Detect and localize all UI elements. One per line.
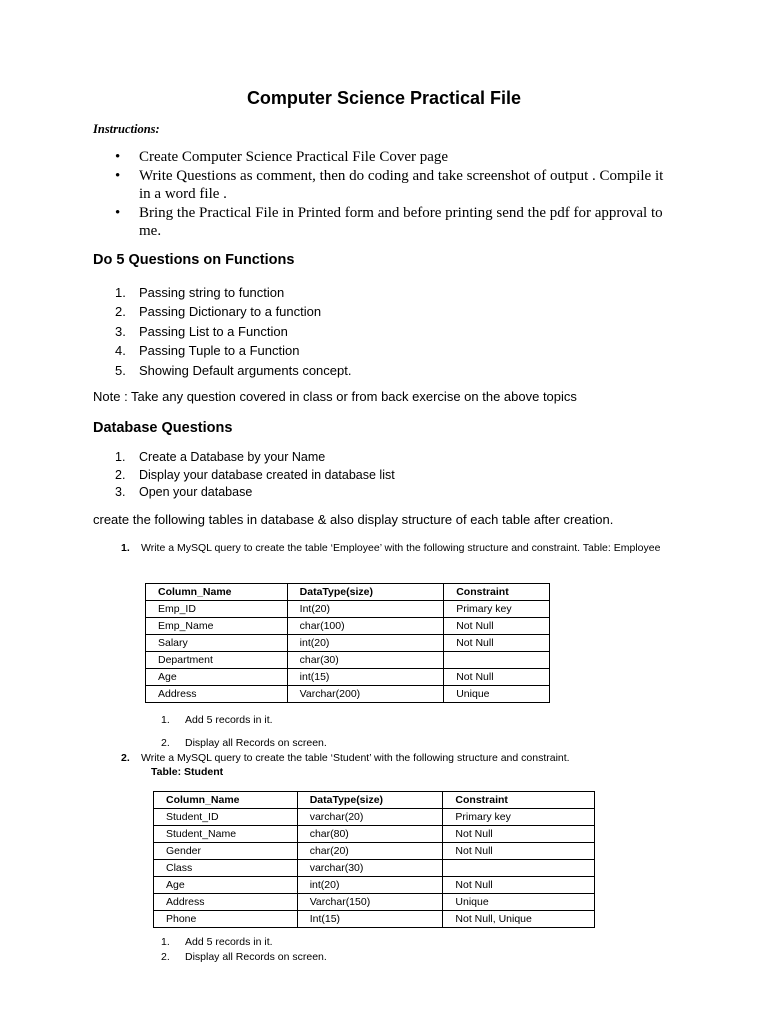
table-cell: [444, 652, 550, 669]
table-cell: Not Null: [443, 843, 595, 860]
list-item: 3. Passing List to a Function: [115, 323, 288, 339]
table-row: [146, 601, 550, 618]
table-cell: varchar(30): [297, 860, 443, 877]
question-text: Write a MySQL query to create the table ‘Student’ with the following structure and constraint.: [141, 752, 570, 764]
list-item: 4. Passing Tuple to a Function: [115, 343, 300, 359]
table-cell: Phone: [154, 911, 298, 928]
task-item: 1. Add 5 records in it.: [161, 714, 273, 726]
student-table: [153, 791, 595, 928]
task-item: 2. Display all Records on screen.: [161, 737, 327, 749]
table-cell: Not Null: [444, 618, 550, 635]
list-item: 2. Display your database created in database list: [115, 467, 395, 482]
table-cell: [443, 860, 595, 877]
table-cell: Student_Name: [154, 826, 298, 843]
task-item: 1. Add 5 records in it.: [161, 936, 273, 948]
database-intro: create the following tables in database & also display structure of each table after creation.: [93, 512, 614, 527]
question-number: 2.: [121, 752, 130, 764]
table-cell: Address: [146, 686, 288, 703]
table-cell: varchar(20): [297, 809, 443, 826]
table-cell: Address: [154, 894, 298, 911]
employee-table: [145, 583, 550, 703]
table-row: [154, 809, 595, 826]
table-cell: int(15): [287, 669, 444, 686]
table-cell: Emp_Name: [146, 618, 288, 635]
table-header-row: [146, 584, 550, 601]
functions-heading: Do 5 Questions on Functions: [93, 252, 295, 268]
column-header: Column_Name: [154, 792, 298, 809]
list-item: 1. Create a Database by your Name: [115, 450, 326, 464]
table-cell: Not Null: [444, 669, 550, 686]
instruction-item: • Write Questions as comment, then do coding and take screenshot of output . Compile it in a word file .: [115, 167, 675, 203]
table-cell: char(20): [297, 843, 443, 860]
question-text: Write a MySQL query to create the table ‘Employee’ with the following structure and constraint. Table: Employee: [141, 542, 661, 554]
table-row: [154, 877, 595, 894]
table-row: [146, 686, 550, 703]
instruction-item: • Create Computer Science Practical File Cover page: [115, 148, 675, 166]
page-title: Computer Science Practical File: [246, 88, 522, 108]
table-cell: int(20): [297, 877, 443, 894]
question-1: [121, 541, 661, 555]
instruction-item: • Bring the Practical File in Printed form and before printing send the pdf for approval to me.: [115, 204, 675, 240]
column-header: DataType(size): [297, 792, 443, 809]
table-cell: Varchar(150): [297, 894, 443, 911]
database-list: [115, 449, 395, 502]
table-cell: Primary key: [443, 809, 595, 826]
table-cell: Age: [146, 669, 288, 686]
table-row: [154, 843, 595, 860]
table-cell: Not Null: [443, 826, 595, 843]
table-cell: Int(20): [287, 601, 444, 618]
table-cell: Emp_ID: [146, 601, 288, 618]
table-cell: Salary: [146, 635, 288, 652]
column-header: Column_Name: [146, 584, 288, 601]
task-item: 2. Display all Records on screen.: [161, 951, 327, 963]
table-cell: Unique: [444, 686, 550, 703]
table-cell: Int(15): [297, 911, 443, 928]
table-row: [146, 652, 550, 669]
column-header: DataType(size): [287, 584, 444, 601]
table-row: [154, 860, 595, 877]
functions-list: [115, 283, 351, 380]
table-row: [146, 635, 550, 652]
list-item: 1. Passing string to function: [115, 285, 285, 300]
table-row: [154, 894, 595, 911]
table-cell: Gender: [154, 843, 298, 860]
table-cell: char(100): [287, 618, 444, 635]
table-cell: char(30): [287, 652, 444, 669]
table-label: Table: Student: [151, 766, 224, 778]
table-row: [154, 911, 595, 928]
database-heading: Database Questions: [93, 420, 233, 436]
table-cell: char(80): [297, 826, 443, 843]
table-row: [154, 826, 595, 843]
question-2: [121, 751, 661, 765]
table-header-row: [154, 792, 595, 809]
functions-note: Note : Take any question covered in class or from back exercise on the above topics: [93, 389, 577, 404]
table-cell: int(20): [287, 635, 444, 652]
table-cell: Department: [146, 652, 288, 669]
column-header: Constraint: [444, 584, 550, 601]
table-cell: Class: [154, 860, 298, 877]
list-item: 5. Showing Default arguments concept.: [115, 362, 352, 378]
table-cell: Not Null, Unique: [443, 911, 595, 928]
instructions-label: Instructions:: [93, 122, 160, 136]
list-item: 3. Open your database: [115, 485, 253, 499]
table-cell: Unique: [443, 894, 595, 911]
table-row: [146, 669, 550, 686]
question-number: 1.: [121, 542, 130, 554]
table-cell: Varchar(200): [287, 686, 444, 703]
list-item: 2. Passing Dictionary to a function: [115, 304, 322, 320]
table-cell: Age: [154, 877, 298, 894]
table-cell: Not Null: [444, 635, 550, 652]
table-cell: Primary key: [444, 601, 550, 618]
column-header: Constraint: [443, 792, 595, 809]
table-row: [146, 618, 550, 635]
table-cell: Not Null: [443, 877, 595, 894]
table-cell: Student_ID: [154, 809, 298, 826]
instructions-list: [115, 148, 675, 241]
